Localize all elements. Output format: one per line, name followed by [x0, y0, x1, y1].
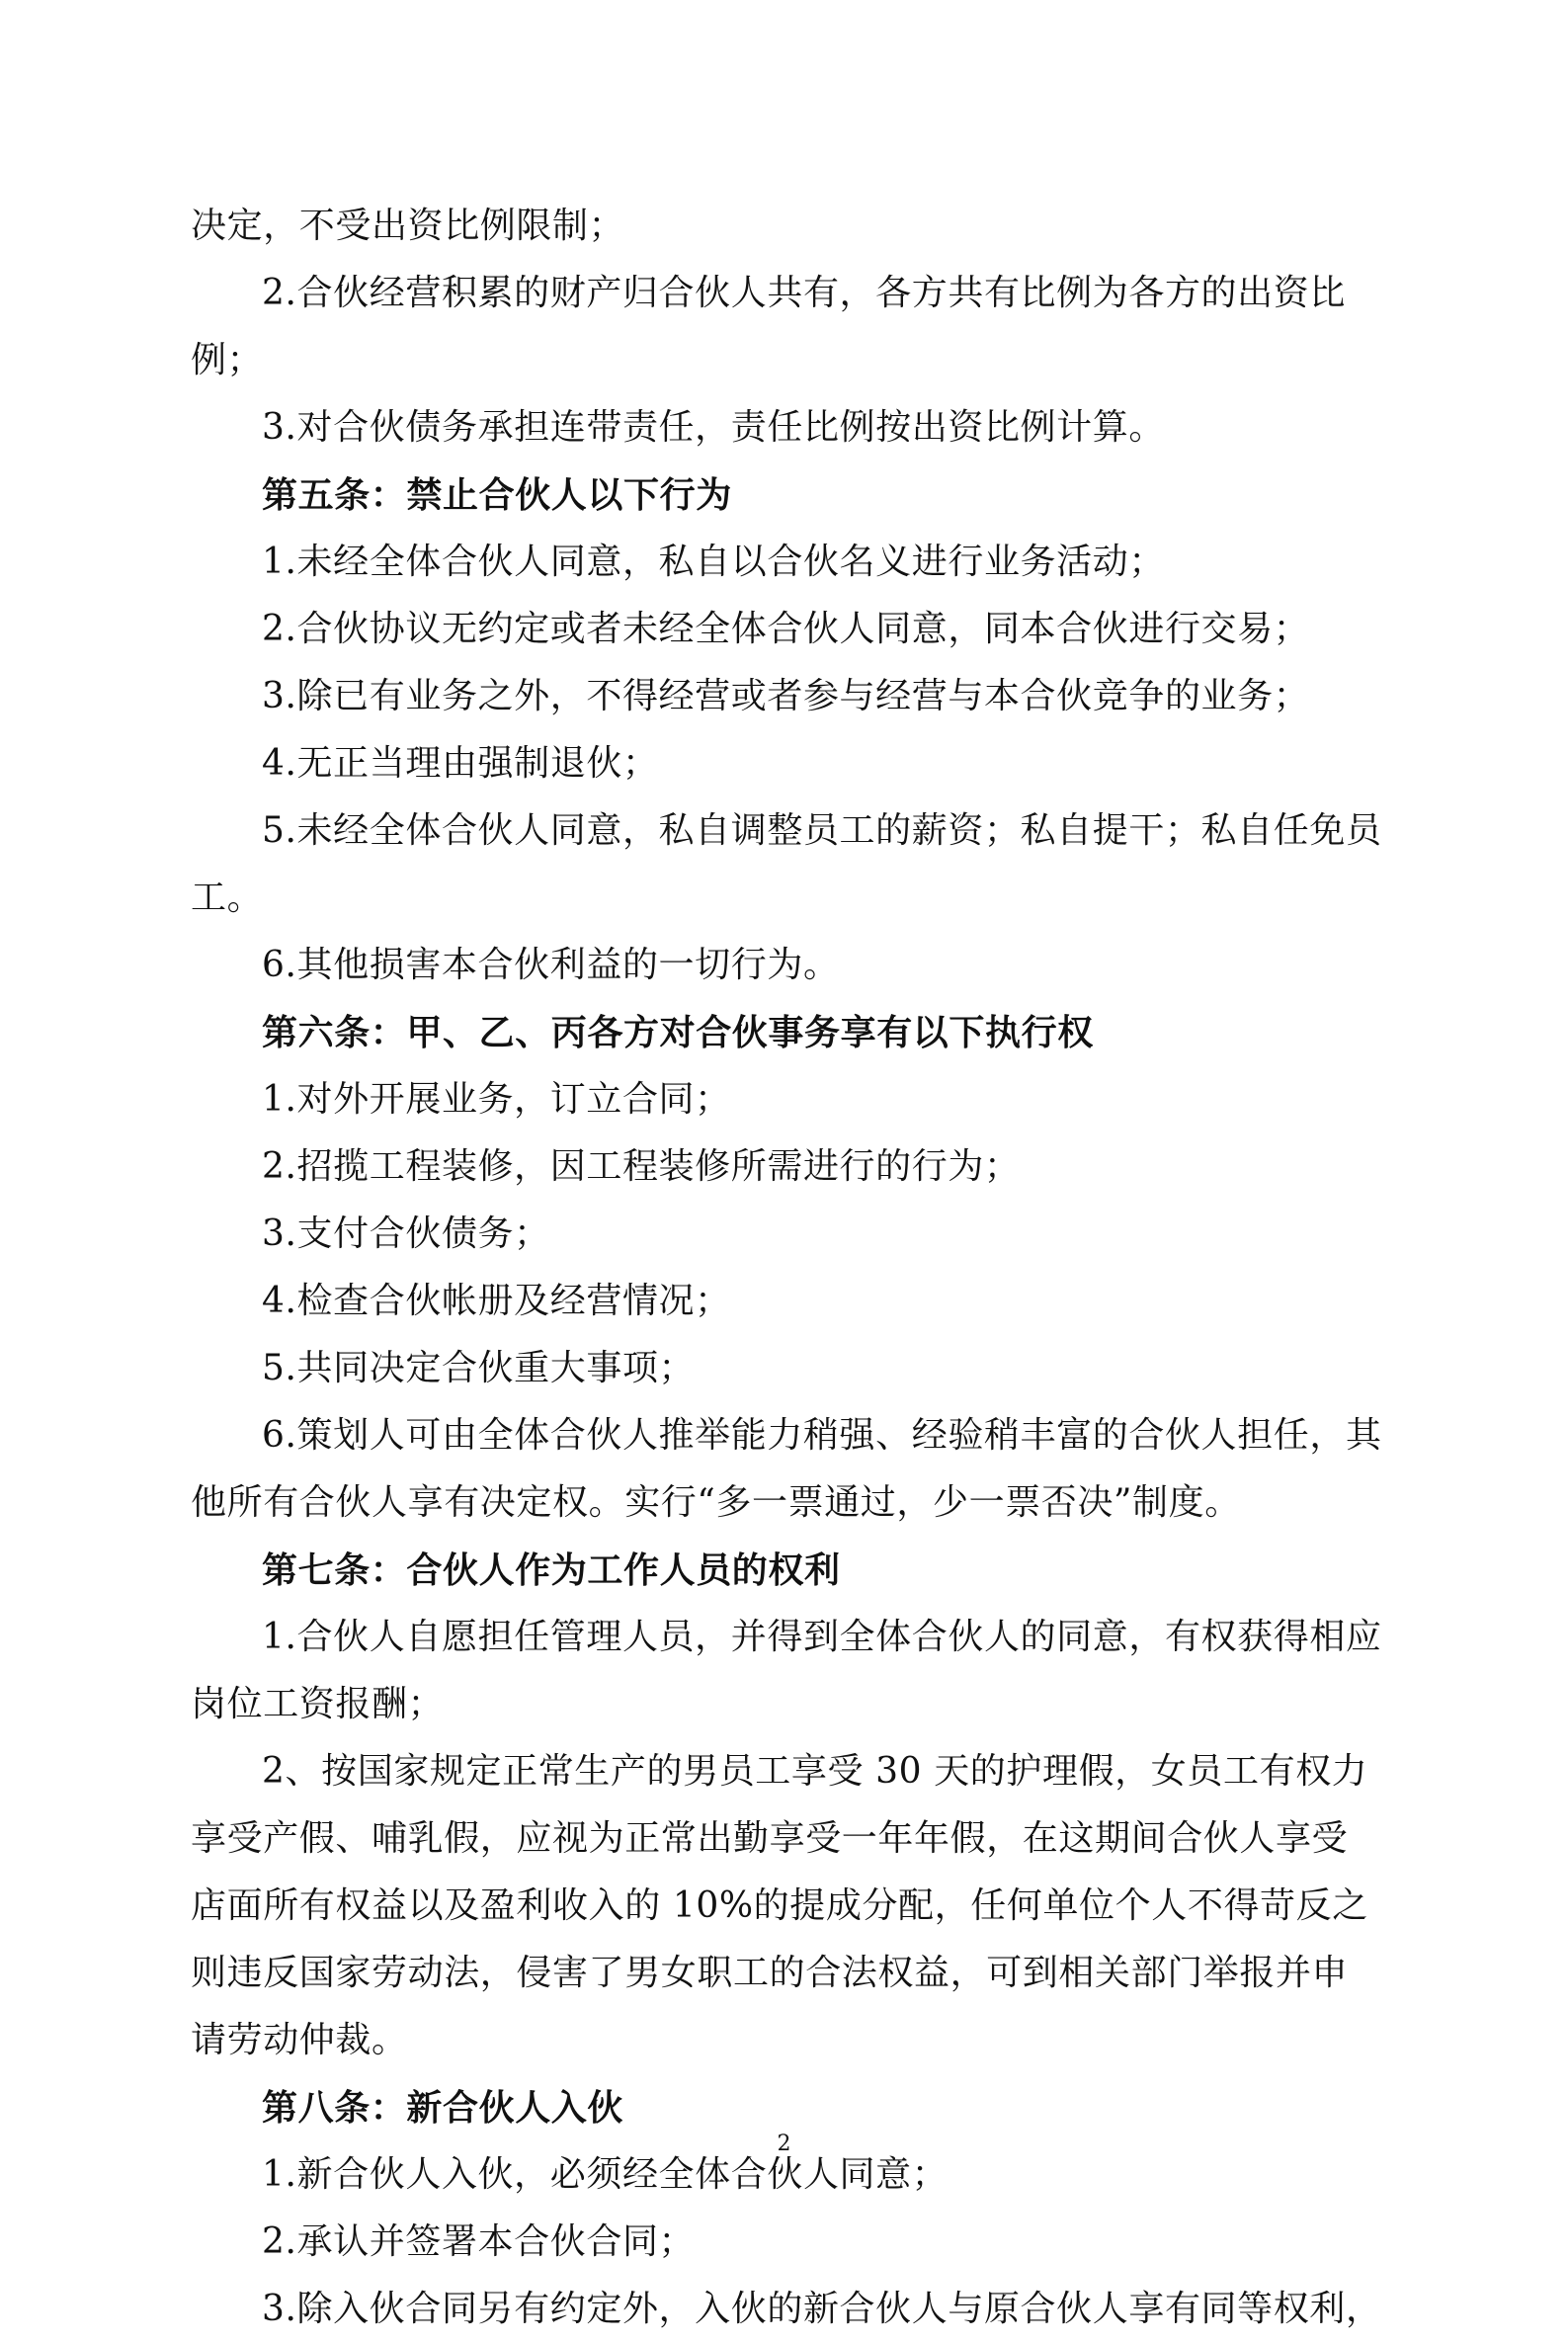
text-line: 则违反国家劳动法，侵害了男女职工的合法权益，可到相关部门举报并申 [191, 1953, 1349, 1993]
text-line: 决定，不受出资比例限制； [191, 206, 625, 246]
text-line: 1.合伙人自愿担任管理人员，并得到全体合伙人的同意，有权获得相应 [262, 1617, 1382, 1657]
page-number: 2 [777, 2132, 791, 2156]
text-line: 2.招揽工程装修，因工程装修所需进行的行为； [262, 1146, 1021, 1187]
text-line: 2.承认并签署本合伙合同； [262, 2221, 696, 2262]
text-line: 工。 [191, 878, 264, 918]
text-line: 3.除已有业务之外，不得经营或者参与经营与本合伙竞争的业务； [262, 676, 1310, 716]
text-line: 3.支付合伙债务； [262, 1213, 550, 1254]
document-body [191, 193, 1386, 2343]
text-line: 5.未经全体合伙人同意，私自调整员工的薪资；私自提干；私自任免员 [262, 810, 1382, 851]
text-line: 1.对外开展业务，订立合同； [262, 1079, 731, 1120]
text-line: 5.共同决定合伙重大事项； [262, 1348, 696, 1388]
text-line: 店面所有权益以及盈利收入的 10%的提成分配，任何单位个人不得苛反之 [191, 1885, 1368, 1926]
text-line: 享受产假、哺乳假，应视为正常出勤享受一年年假，在这期间合伙人享受 [191, 1818, 1349, 1859]
text-line: 例； [191, 340, 264, 380]
text-line: 3.除入伙合同另有约定外，入伙的新合伙人与原合伙人享有同等权利， [262, 2289, 1382, 2329]
text-line: 3.对合伙债务承担连带责任，责任比例按出资比例计算。 [262, 407, 1165, 448]
text-line: 1.新合伙人入伙，必须经全体合伙人同意； [262, 2154, 949, 2195]
text-line: 4.检查合伙帐册及经营情况； [262, 1281, 731, 1321]
text-line: 他所有合伙人享有决定权。实行“多一票通过，少一票否决”制度。 [191, 1482, 1241, 1523]
text-line: 请劳动仲裁。 [191, 2020, 408, 2060]
text-line: 1.未经全体合伙人同意，私自以合伙名义进行业务活动； [262, 542, 1165, 582]
text-line: 岗位工资报酬； [191, 1684, 445, 1724]
section-heading: 第六条：甲、乙、丙各方对合伙事务享有以下执行权 [262, 1012, 1094, 1053]
text-line: 6.其他损害本合伙利益的一切行为。 [262, 945, 840, 985]
text-line: 6.策划人可由全体合伙人推举能力稍强、经验稍丰富的合伙人担任，其 [262, 1415, 1382, 1456]
text-line: 4.无正当理由强制退伙； [262, 743, 659, 784]
section-heading: 第五条：禁止合伙人以下行为 [262, 474, 732, 516]
section-heading: 第八条：新合伙人入伙 [262, 2087, 624, 2129]
section-heading: 第七条：合伙人作为工作人员的权利 [262, 1549, 841, 1591]
text-line: 2.合伙经营积累的财产归合伙人共有，各方共有比例为各方的出资比 [262, 273, 1346, 313]
text-line: 2.合伙协议无约定或者未经全体合伙人同意，同本合伙进行交易； [262, 609, 1310, 649]
text-line: 2、按国家规定正常生产的男员工享受 30 天的护理假，女员工有权力 [262, 1751, 1368, 1792]
